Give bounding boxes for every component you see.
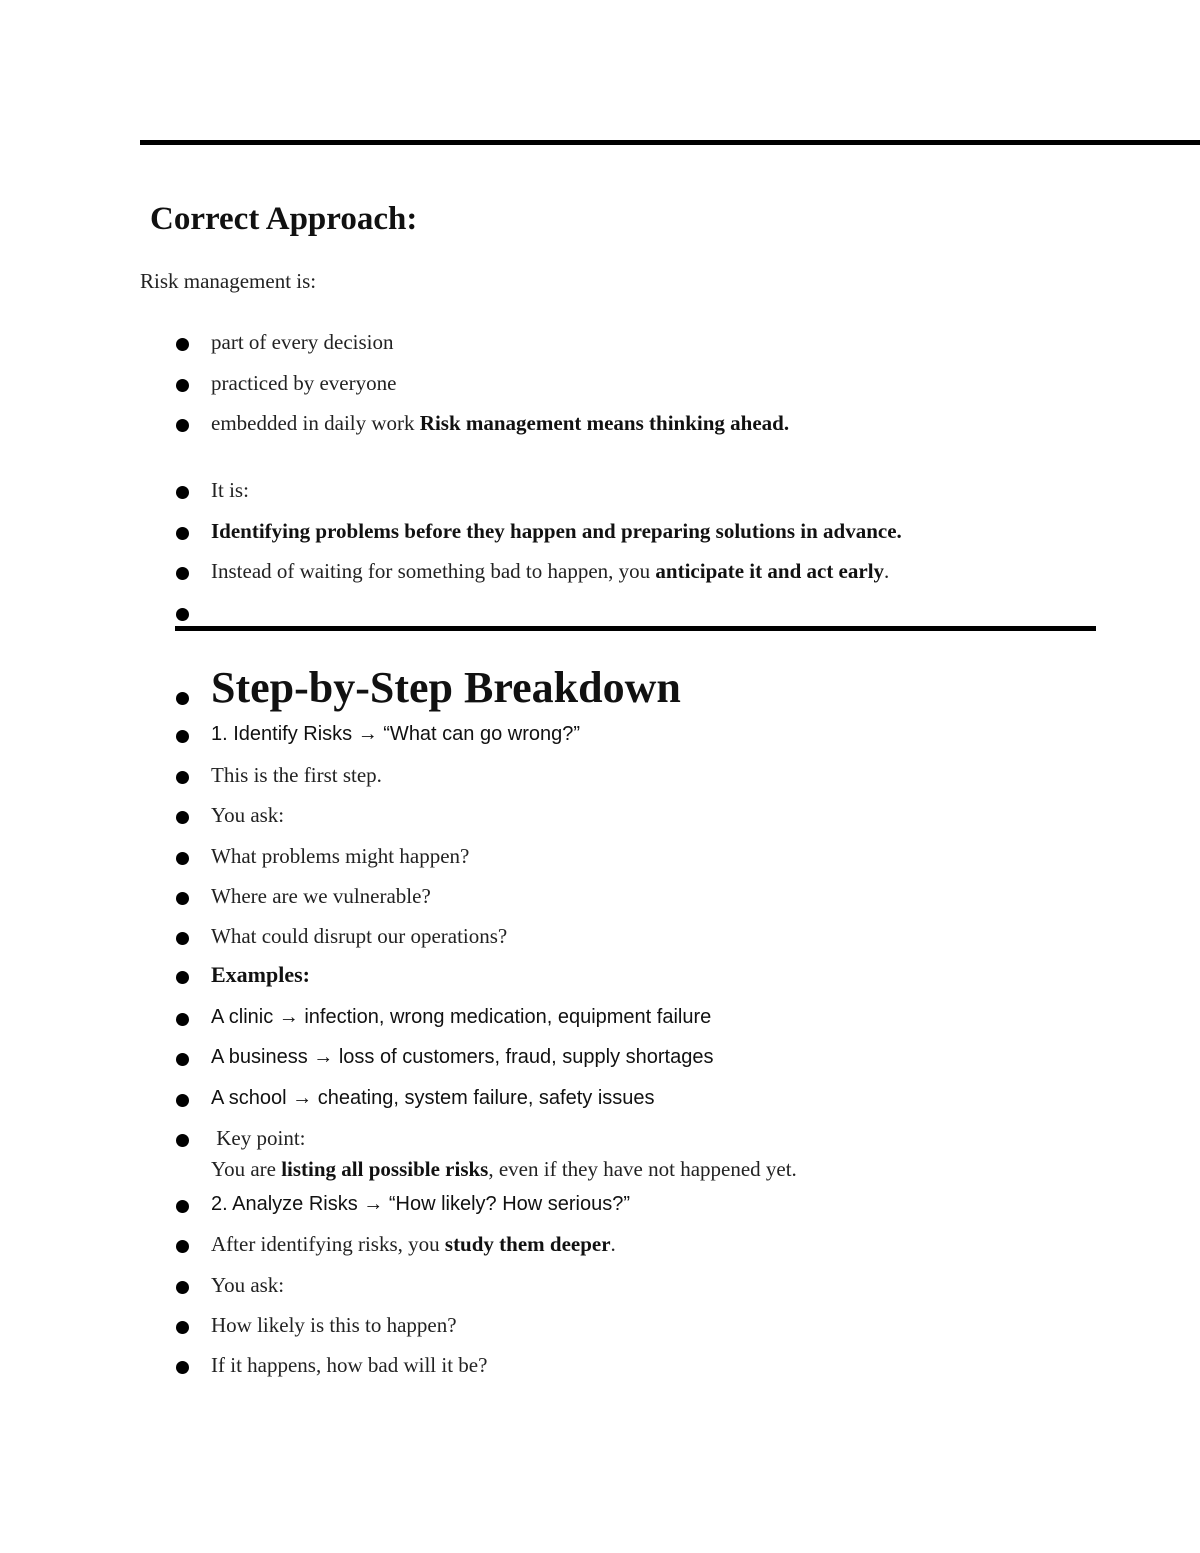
- bullet-icon: [176, 1240, 189, 1253]
- bullet-icon: [176, 608, 189, 621]
- section-heading-correct-approach: Correct Approach:: [150, 201, 418, 237]
- list-item-text: Instead of waiting for something bad to happen, you anticipate it and act early.: [211, 559, 890, 583]
- step-title: 1. Identify Risks → “What can go wrong?”: [211, 723, 581, 745]
- example-text: A business → loss of customers, fraud, supply shortages: [211, 1046, 714, 1068]
- bullet-icon: [176, 771, 189, 784]
- list-item-text: What could disrupt our operations?: [211, 924, 508, 948]
- bullet-icon: [176, 1053, 189, 1066]
- top-divider: [140, 140, 1200, 145]
- bullet-icon: [176, 1013, 189, 1026]
- example-text: A clinic → infection, wrong medication, equipment failure: [211, 1006, 712, 1028]
- bullet-icon: [176, 527, 189, 540]
- bullet-icon: [176, 811, 189, 824]
- examples-label: Examples:: [211, 962, 310, 987]
- list-item-text: part of every decision: [211, 330, 394, 354]
- list-item-text: It is:: [211, 478, 249, 502]
- bullet-icon: [176, 1200, 189, 1213]
- bullet-icon: [176, 567, 189, 580]
- bullet-icon: [176, 1094, 189, 1107]
- example-text: A school → cheating, system failure, safety issues: [211, 1087, 655, 1109]
- bullet-icon: [176, 692, 189, 705]
- bullet-icon: [176, 419, 189, 432]
- bullet-icon: [176, 1281, 189, 1294]
- key-point-label: Key point:: [211, 1126, 306, 1150]
- bullet-icon: [176, 852, 189, 865]
- intro-text: Risk management is:: [140, 269, 317, 293]
- list-item-text: embedded in daily work Risk management means thinking ahead.: [211, 411, 790, 435]
- middle-divider: [175, 626, 1096, 631]
- list-item-text: Where are we vulnerable?: [211, 884, 431, 908]
- list-item-text: How likely is this to happen?: [211, 1313, 457, 1337]
- bullet-icon: [176, 1134, 189, 1147]
- list-item-text: If it happens, how bad will it be?: [211, 1353, 488, 1377]
- bullet-icon: [176, 971, 189, 984]
- section-heading-step-by-step: Step-by-Step Breakdown: [211, 663, 681, 712]
- bullet-icon: [176, 338, 189, 351]
- bullet-icon: [176, 1321, 189, 1334]
- list-item-text: Identifying problems before they happen and preparing solutions in advance.: [211, 519, 902, 543]
- list-item-text: You ask:: [211, 803, 285, 827]
- bullet-icon: [176, 486, 189, 499]
- list-item-text: After identifying risks, you study them deeper.: [211, 1232, 616, 1256]
- bullet-icon: [176, 730, 189, 743]
- bullet-icon: [176, 1361, 189, 1374]
- key-point-text: You are listing all possible risks, even if they have not happened yet.: [211, 1157, 797, 1181]
- list-item-text: You ask:: [211, 1273, 285, 1297]
- list-item-text: What problems might happen?: [211, 844, 470, 868]
- bullet-icon: [176, 379, 189, 392]
- list-item-text: This is the first step.: [211, 763, 382, 787]
- bullet-icon: [176, 892, 189, 905]
- bullet-icon: [176, 932, 189, 945]
- step-title: 2. Analyze Risks → “How likely? How serious?”: [211, 1193, 631, 1215]
- list-item-text: practiced by everyone: [211, 371, 397, 395]
